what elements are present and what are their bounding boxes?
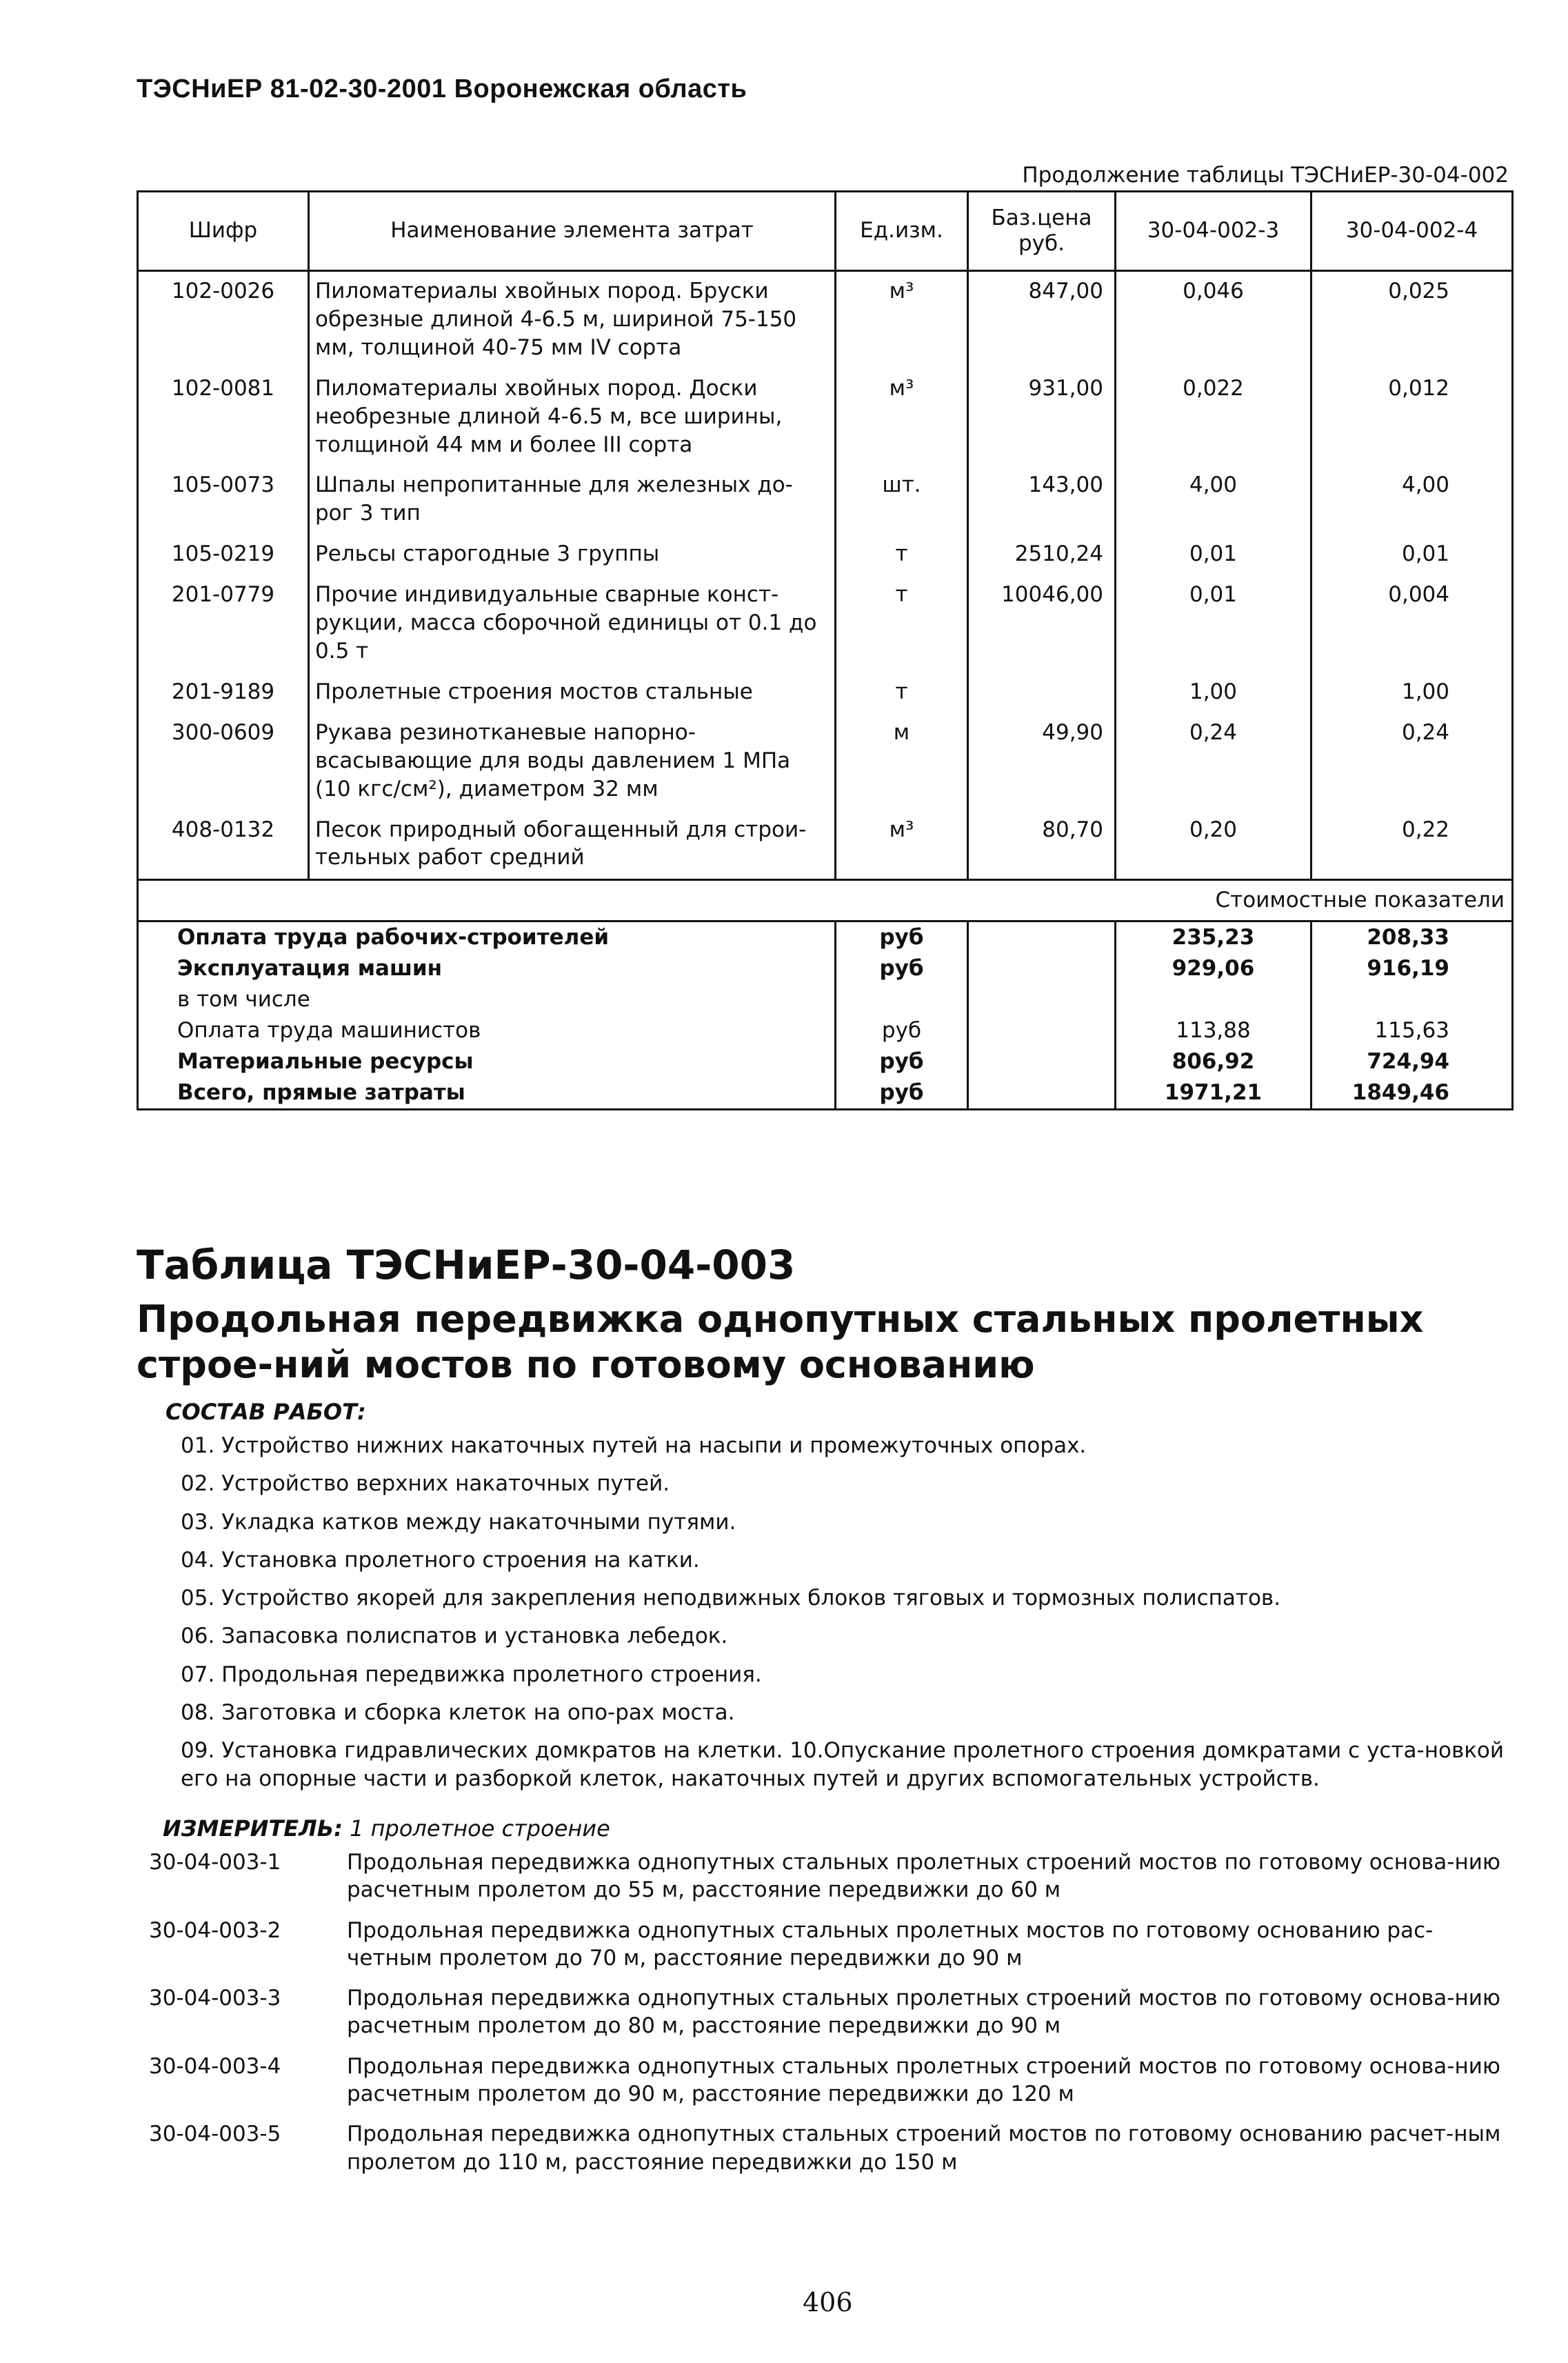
page-number: 406 xyxy=(803,2287,853,2317)
totals-label: в том числе xyxy=(138,984,836,1015)
col-header-code: Шифр xyxy=(138,192,309,271)
resource-name: Пролетные строения мостов стальные xyxy=(309,672,836,713)
resource-unit: т xyxy=(836,672,968,713)
norm-description: Продольная передвижка однопутных стальных пролетных мостов по готовому основанию рас-четным пролетом до 70 м, расстояние передвижки до 90 м xyxy=(347,1917,1434,1971)
table-row xyxy=(138,271,1513,369)
list-item: 01. Устройство нижних накаточных путей на насыпи и промежуточных опорах. xyxy=(181,1433,1087,1458)
totals-norm-3: 113,88 xyxy=(1116,1015,1311,1046)
resource-code: 408-0132 xyxy=(138,810,309,880)
resource-norm-4: 1,00 xyxy=(1311,672,1513,713)
resource-name: Шпалы непропитанные для железных до-рог 3 тип xyxy=(309,466,836,535)
table-row xyxy=(138,575,1513,672)
resource-price: 80,70 xyxy=(968,810,1116,880)
totals-row xyxy=(138,953,1513,984)
table-row xyxy=(138,466,1513,535)
list-item: 08. Заготовка и сборка клеток на опо-рах моста. xyxy=(181,1700,735,1726)
list-item: 02. Устройство верхних накаточных путей. xyxy=(181,1471,670,1497)
resource-price: 10046,00 xyxy=(968,575,1116,672)
totals-label: Материальные ресурсы xyxy=(138,1046,836,1077)
resource-unit: т xyxy=(836,535,968,575)
works-list xyxy=(181,1432,1511,1803)
resource-code: 300-0609 xyxy=(138,713,309,810)
resource-norm-3: 0,24 xyxy=(1116,713,1311,810)
resource-norm-3: 0,01 xyxy=(1116,535,1311,575)
norm-description: Продольная передвижка однопутных стальных строений мостов по готовому основанию расчет-ным пролетом до 110 м, расстояние передвижки до 150 м xyxy=(347,2122,1501,2175)
totals-unit: руб xyxy=(836,1046,968,1077)
totals-unit xyxy=(836,984,968,1015)
resource-norm-4: 0,24 xyxy=(1311,713,1513,810)
resource-norm-4: 4,00 xyxy=(1311,466,1513,535)
norm-code: 30-04-003-4 xyxy=(149,2053,281,2079)
totals-label: Эксплуатация машин xyxy=(138,953,836,984)
table-continuation-note: Продолжение таблицы ТЭСНиЕР-30-04-002 xyxy=(1022,163,1509,188)
totals-empty xyxy=(968,1046,1116,1077)
list-item: 07. Продольная передвижка пролетного строения. xyxy=(181,1662,762,1687)
resource-norm-3: 4,00 xyxy=(1116,466,1311,535)
totals-empty xyxy=(968,1077,1116,1109)
table-row xyxy=(138,672,1513,713)
measure-line xyxy=(163,1815,610,1842)
list-item xyxy=(149,1917,1514,1973)
list-item: 06. Запасовка полиспатов и установка лебедок. xyxy=(181,1624,728,1649)
measure-label: ИЗМЕРИТЕЛЬ: xyxy=(163,1815,343,1842)
resource-name: Пиломатериалы хвойных пород. Бруски обрезные длиной 4-6.5 м, шириной 75-150 мм, толщиной 40-75 мм IV сорта xyxy=(309,271,836,369)
works-label: СОСТАВ РАБОТ: xyxy=(165,1399,366,1425)
list-item: 05. Устройство якорей для закрепления неподвижных блоков тяговых и тормозных полиспатов. xyxy=(181,1586,1281,1611)
norm-code: 30-04-003-2 xyxy=(149,1917,281,1943)
totals-label: Оплата труда машинистов xyxy=(138,1015,836,1046)
resource-norm-4: 0,01 xyxy=(1311,535,1513,575)
cost-title-row xyxy=(138,880,1513,921)
totals-norm-4 xyxy=(1311,984,1513,1015)
totals-empty xyxy=(968,921,1116,953)
table-row xyxy=(138,810,1513,880)
resource-name: Рукава резинотканевые напорно-всасывающие для воды давлением 1 МПа (10 кгс/см²), диаметром 32 мм xyxy=(309,713,836,810)
norm-code: 30-04-003-3 xyxy=(149,1986,281,2011)
totals-unit: руб xyxy=(836,921,968,953)
resources-table xyxy=(137,190,1514,1110)
resource-norm-3: 0,046 xyxy=(1116,271,1311,369)
table-row xyxy=(138,713,1513,810)
list-item: 04. Установка пролетного строения на катки. xyxy=(181,1547,700,1573)
resource-price: 931,00 xyxy=(968,369,1116,466)
totals-empty xyxy=(968,984,1116,1015)
totals-norm-4: 724,94 xyxy=(1311,1046,1513,1077)
resource-code: 105-0073 xyxy=(138,466,309,535)
list-item: 09. Установка гидравлических домкратов на клетки. 10.Опускание пролетного строения домкратами с уста-новкой его на опорные части и разборкой клеток, накаточных путей и других вспомогательных устройств. xyxy=(181,1738,1505,1791)
list-item xyxy=(149,2053,1514,2108)
totals-unit: руб xyxy=(836,1077,968,1109)
resource-unit: т xyxy=(836,575,968,672)
resource-norm-4: 0,22 xyxy=(1311,810,1513,880)
document-header: ТЭСНиЕР 81-02-30-2001 Воронежская область xyxy=(137,74,747,103)
col-header-price: Баз.цена руб. xyxy=(968,192,1116,271)
norm-description: Продольная передвижка однопутных стальных пролетных строений мостов по готовому основа-нию расчетным пролетом до 80 м, расстояние передвижки до 90 м xyxy=(347,1986,1501,2039)
resources-body xyxy=(138,271,1513,880)
norm-description: Продольная передвижка однопутных стальных пролетных строений мостов по готовому основа-нию расчетным пролетом до 55 м, расстояние передвижки до 60 м xyxy=(347,1850,1501,1903)
totals-row xyxy=(138,1077,1513,1109)
resource-code: 102-0026 xyxy=(138,271,309,369)
table-row xyxy=(138,535,1513,575)
list-item xyxy=(149,1848,1514,1904)
resource-norm-3: 1,00 xyxy=(1116,672,1311,713)
resource-name: Пиломатериалы хвойных пород. Доски необрезные длиной 4-6.5 м, все ширины, толщиной 44 мм и более III сорта xyxy=(309,369,836,466)
resource-code: 201-0779 xyxy=(138,575,309,672)
resource-name: Рельсы старогодные 3 группы xyxy=(309,535,836,575)
norm-items-list xyxy=(149,1848,1514,2188)
totals-norm-3: 1971,21 xyxy=(1116,1077,1311,1109)
resource-norm-4: 0,004 xyxy=(1311,575,1513,672)
resource-price: 2510,24 xyxy=(968,535,1116,575)
measure-value: 1 пролетное строение xyxy=(350,1815,610,1842)
resource-unit: м³ xyxy=(836,271,968,369)
resource-name: Песок природный обогащенный для строи-тельных работ средний xyxy=(309,810,836,880)
norm-code: 30-04-003-1 xyxy=(149,1850,281,1875)
totals-empty xyxy=(968,1015,1116,1046)
totals-row xyxy=(138,921,1513,953)
resource-code: 105-0219 xyxy=(138,535,309,575)
totals-norm-4: 115,63 xyxy=(1311,1015,1513,1046)
resource-norm-4: 0,025 xyxy=(1311,271,1513,369)
resource-norm-4: 0,012 xyxy=(1311,369,1513,466)
norm-description: Продольная передвижка однопутных стальных пролетных строений мостов по готовому основа-нию расчетным пролетом до 90 м, расстояние передвижки до 120 м xyxy=(347,2053,1501,2107)
totals-row xyxy=(138,1015,1513,1046)
resource-price: 143,00 xyxy=(968,466,1116,535)
resource-unit: шт. xyxy=(836,466,968,535)
list-item xyxy=(149,2120,1514,2176)
totals-norm-4: 1849,46 xyxy=(1311,1077,1513,1109)
totals-norm-4: 916,19 xyxy=(1311,953,1513,984)
list-item xyxy=(149,1984,1514,2040)
cost-title: Стоимостные показатели xyxy=(138,880,1513,921)
totals-norm-3: 806,92 xyxy=(1116,1046,1311,1077)
resource-unit: м³ xyxy=(836,810,968,880)
resource-code: 201-9189 xyxy=(138,672,309,713)
totals-label: Всего, прямые затраты xyxy=(138,1077,836,1109)
totals-norm-3: 235,23 xyxy=(1116,921,1311,953)
resource-price xyxy=(968,672,1116,713)
totals-empty xyxy=(968,953,1116,984)
totals-body xyxy=(138,921,1513,1109)
totals-norm-3 xyxy=(1116,984,1311,1015)
table-header-row xyxy=(138,192,1513,271)
col-header-name: Наименование элемента затрат xyxy=(309,192,836,271)
resource-code: 102-0081 xyxy=(138,369,309,466)
list-item: 03. Укладка катков между накаточными путями. xyxy=(181,1509,736,1535)
norm-code: 30-04-003-5 xyxy=(149,2122,281,2147)
col-header-norm-3: 30-04-002-3 xyxy=(1116,192,1311,271)
totals-row xyxy=(138,984,1513,1015)
col-header-norm-4: 30-04-002-4 xyxy=(1311,192,1513,271)
resource-norm-3: 0,01 xyxy=(1116,575,1311,672)
table-title: Таблица ТЭСНиЕР-30-04-003 xyxy=(137,1242,796,1288)
totals-label: Оплата труда рабочих-строителей xyxy=(138,921,836,953)
resource-unit: м³ xyxy=(836,369,968,466)
table-row xyxy=(138,369,1513,466)
resource-norm-3: 0,20 xyxy=(1116,810,1311,880)
totals-norm-3: 929,06 xyxy=(1116,953,1311,984)
totals-norm-4: 208,33 xyxy=(1311,921,1513,953)
resource-name: Прочие индивидуальные сварные конст-рукции, масса сборочной единицы от 0.1 до 0.5 т xyxy=(309,575,836,672)
resource-price: 847,00 xyxy=(968,271,1116,369)
resource-norm-3: 0,022 xyxy=(1116,369,1311,466)
col-header-unit: Ед.изм. xyxy=(836,192,968,271)
totals-unit: руб xyxy=(836,953,968,984)
totals-unit: руб xyxy=(836,1015,968,1046)
resource-price: 49,90 xyxy=(968,713,1116,810)
table-subtitle: Продольная передвижка однопутных стальных пролетных строе-ний мостов по готовому основанию xyxy=(137,1297,1424,1386)
totals-row xyxy=(138,1046,1513,1077)
resource-unit: м xyxy=(836,713,968,810)
